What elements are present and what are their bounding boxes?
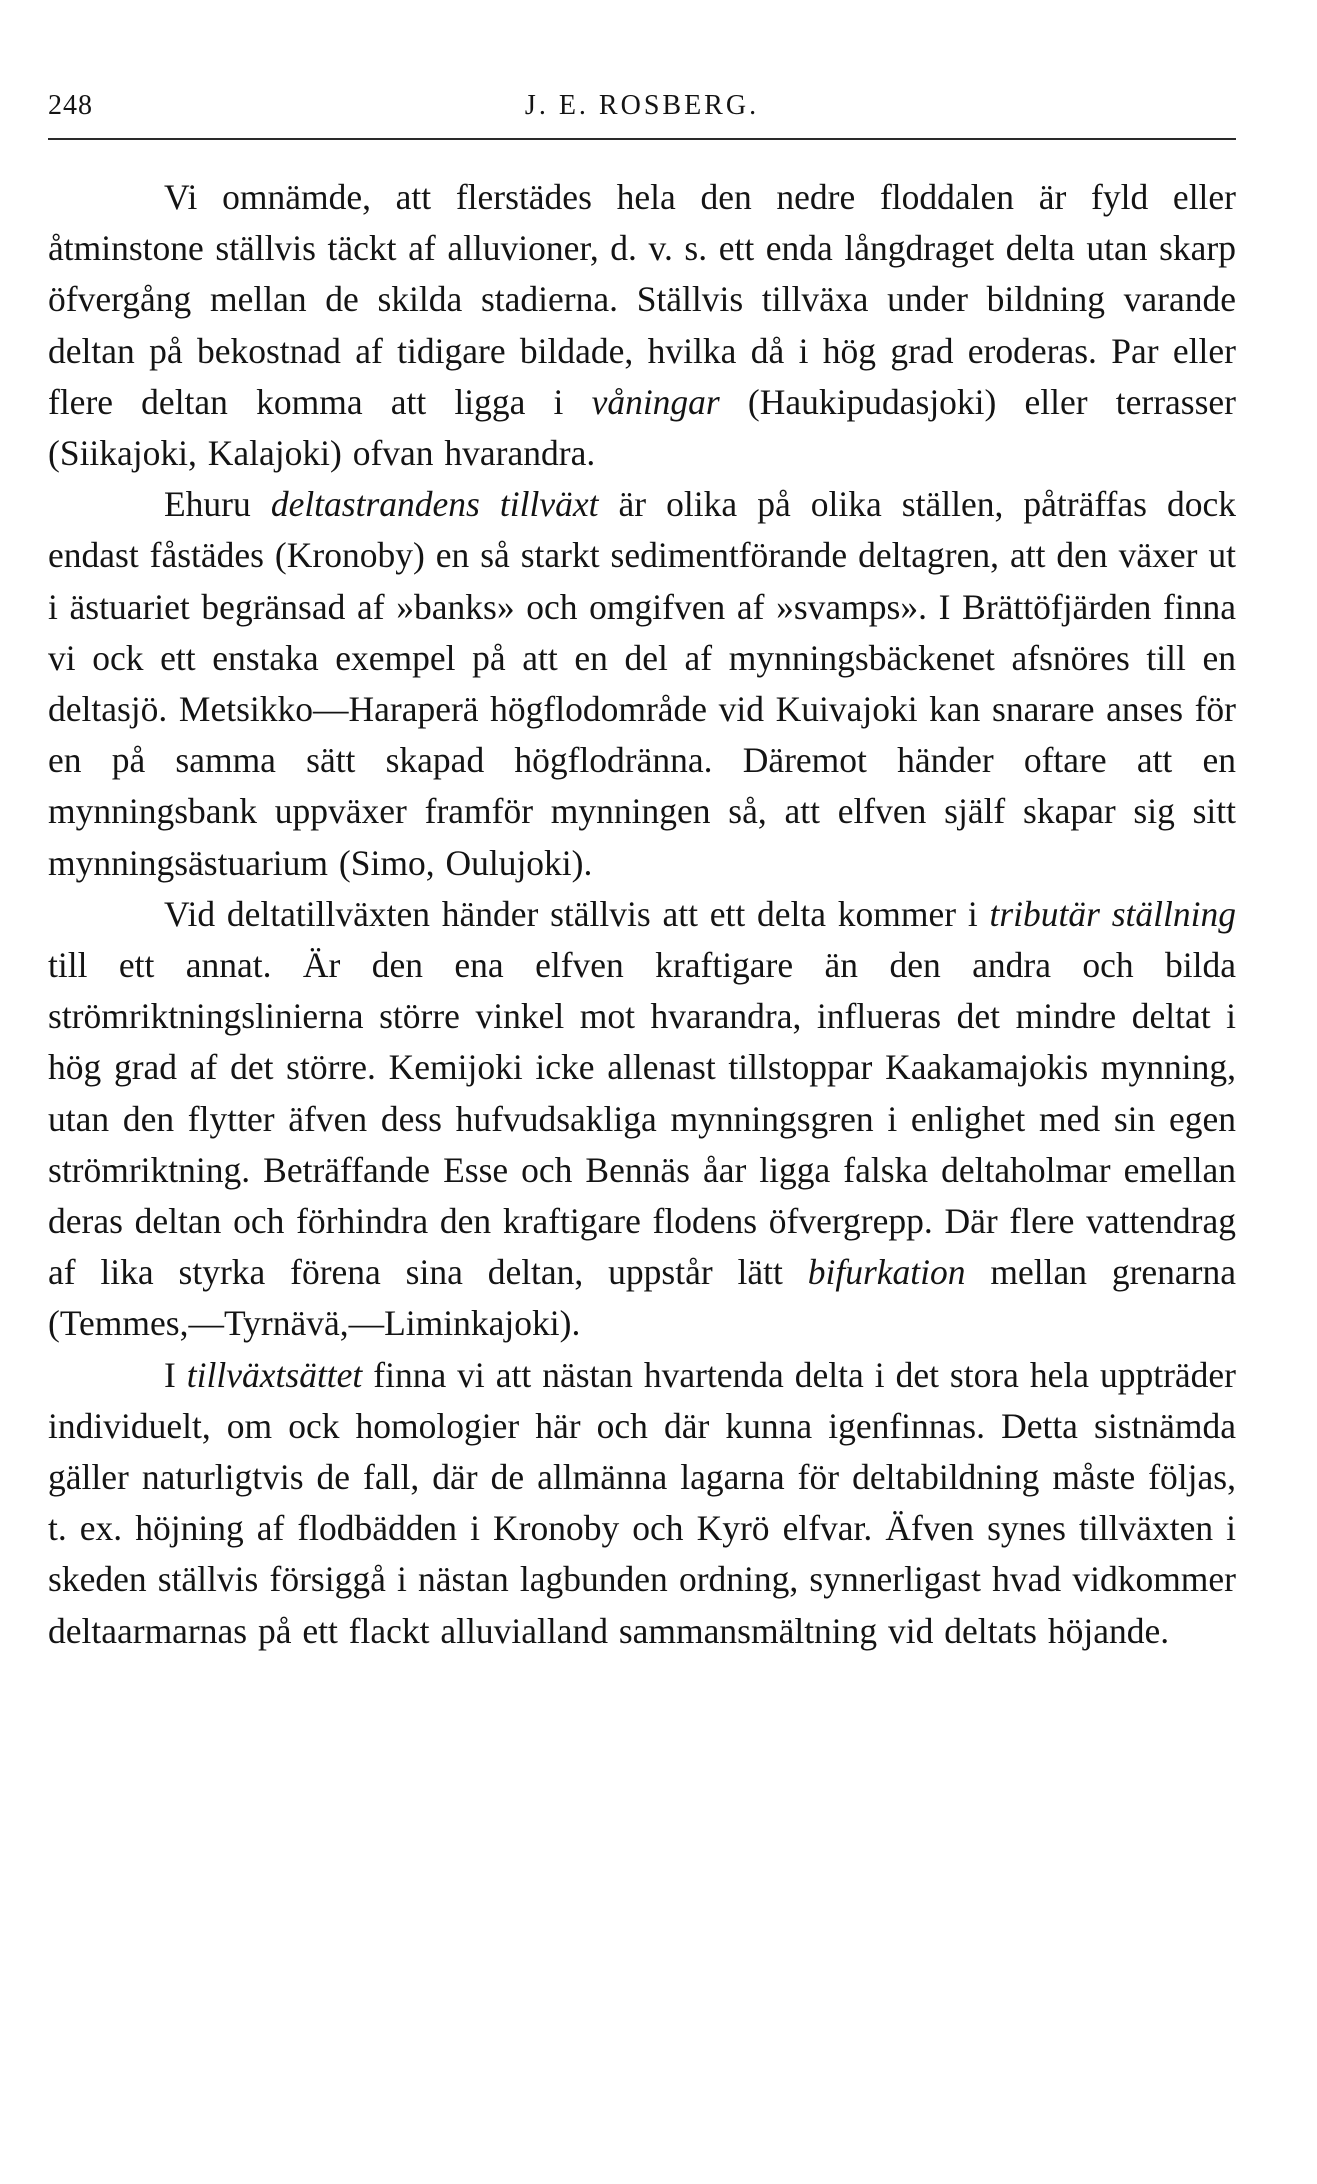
text-segment: (Haukipudasjoki) eller terrasser (Siikajoki, Kalajoki) ofvan hvarandra.	[48, 381, 1236, 474]
text-segment: Ehuru	[164, 484, 271, 525]
text-segment: till ett annat. Är den ena elfven kraftigare än den andra och bilda strömriktningslinierna större vinkel mot hvarandra, influeras det mindre deltat i hög grad af det större. Kemijoki icke allenast tillstoppar Kaakamajokis mynning, utan den flytter äfven dess hufvudsakliga mynningsgren i enlighet med sin egen strömriktning. Beträffande Esse och Bennäs åar ligga falska deltaholmar emellan deras deltan och förhindra den kraftigare flodens öfvergrepp. Där flere vattendrag af lika styrka förena sina deltan, uppstår lätt	[48, 945, 1236, 1293]
text-segment: I	[164, 1354, 187, 1395]
italic-term: tillväxtsättet	[186, 1354, 363, 1395]
running-head: J. E. ROSBERG.	[524, 90, 760, 121]
text-segment: finna vi att nästan hvartenda delta i det stora hela uppträder individuelt, om ock homologier här och där kunna igenfinnas. Detta sistnämda gäller naturligtvis de fall, där de allmänna lagarna för deltabildning måste följas, t. ex. höjning af flodbädden i Kronoby och Kyrö elfvar. Äfven synes tillväxten i skeden ställvis försiggå i nästan lagbunden ordning, synnerligast hvad vidkommer deltaarmarnas på ett flackt alluvialland sammansmältning vid deltats höjande.	[48, 1354, 1236, 1651]
italic-term: deltastrandens tillväxt	[270, 484, 599, 525]
paragraph	[48, 889, 1236, 1350]
text-segment: Vi omnämde, att flerstädes hela den nedre floddalen är fyld eller åtminstone ställvis täckt af alluvioner, d. v. s. ett enda långdraget delta utan skarp öfvergång mellan de skilda stadierna. Ställvis tillväxa under bildning varande deltan på bekostnad af tidigare bildade, hvilka då i hög grad eroderas. Par eller flere deltan komma att ligga i	[48, 177, 1236, 422]
book-page	[48, 80, 1236, 1657]
italic-term: tributär ställning	[989, 893, 1236, 934]
text-segment: är olika på olika ställen, påträffas dock endast fåstädes (Kronoby) en så starkt sedimentförande deltagren, att den växer ut i ästuariet begränsad af »banks» och omgifven af »svamps». I Brättöfjärden finna vi ock ett enstaka exempel på att en del af mynningsbäckenet afsnöres till en deltasjö. Metsikko—Haraperä högflodområde vid Kuivajoki kan snarare anses för en på samma sätt skapad högflodränna. Däremot händer oftare att en mynningsbank uppväxer framför mynningen så, att elfven själf skapar sig sitt mynningsästuarium (Simo, Oulujoki).	[48, 484, 1236, 883]
paragraph	[48, 1350, 1236, 1657]
page-header	[48, 80, 1236, 132]
italic-term: våningar	[591, 381, 720, 422]
italic-term: bifurkation	[807, 1252, 966, 1293]
body-text	[48, 172, 1236, 1657]
paragraph	[48, 172, 1236, 479]
text-segment: Vid deltatillväxten händer ställvis att ett delta kommer i	[164, 893, 990, 934]
text-segment: mellan grenarna (Temmes,—Tyrnävä,—Liminkajoki).	[48, 1252, 1236, 1344]
header-rule	[48, 138, 1236, 140]
page-number: 248	[48, 90, 93, 121]
paragraph	[48, 479, 1236, 889]
